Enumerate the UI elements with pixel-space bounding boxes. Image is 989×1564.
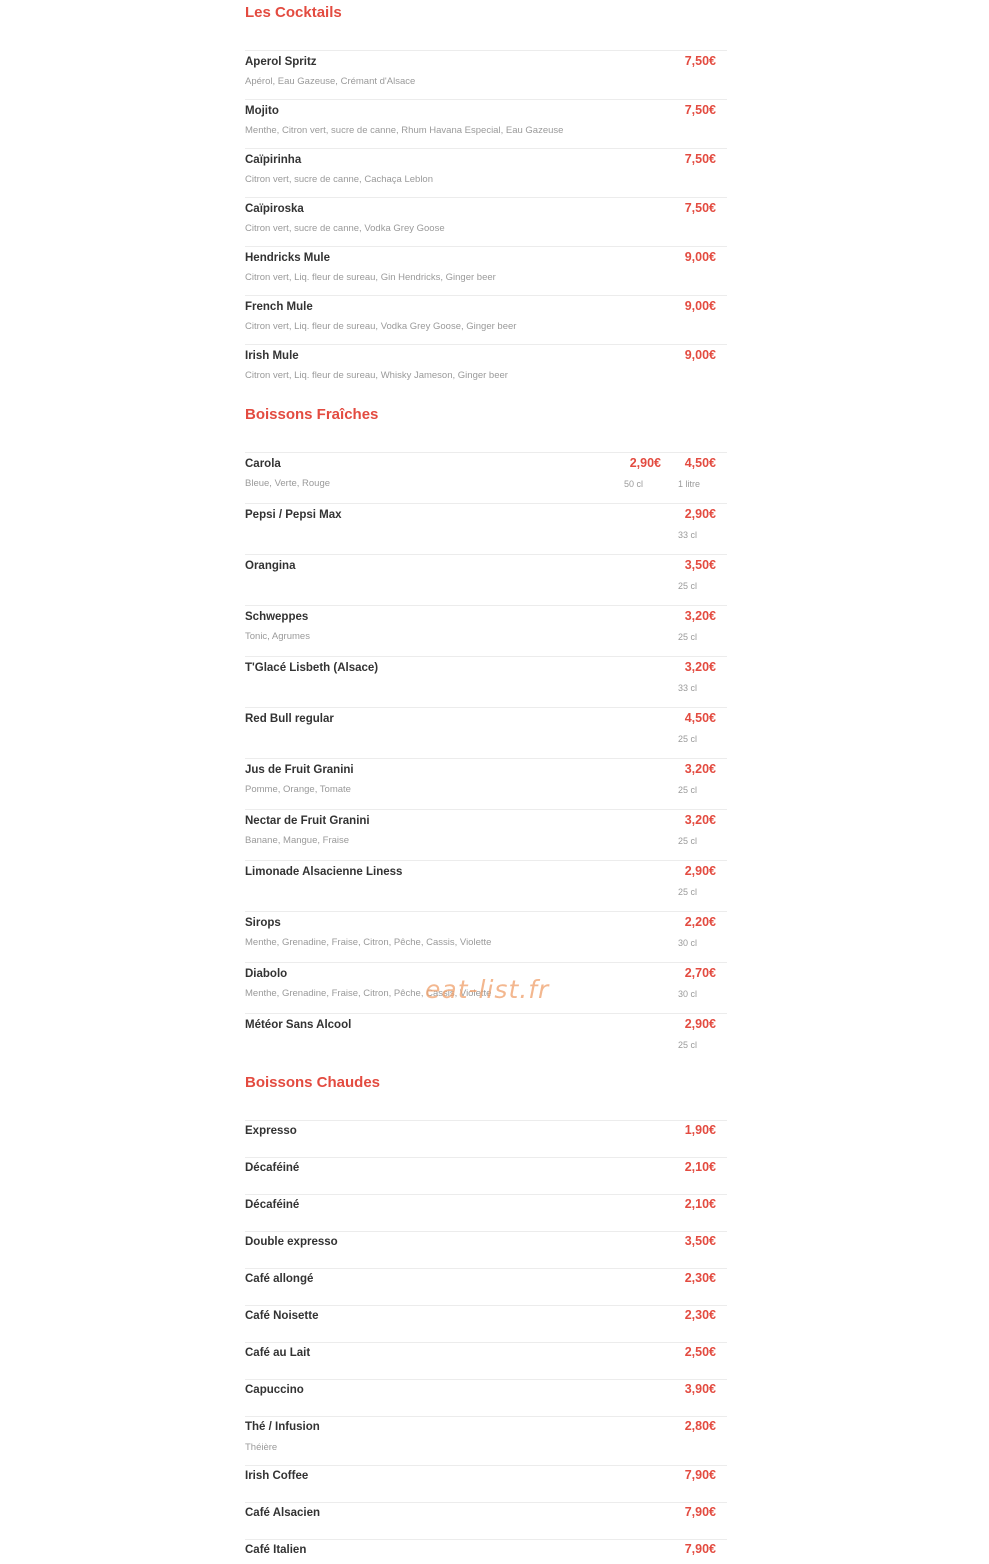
item-volume: 25 cl (678, 785, 698, 795)
item-price: 7,50€ (684, 54, 716, 68)
menu-item (245, 809, 727, 860)
item-name: Mojito (245, 105, 279, 117)
item-volume: 33 cl (678, 530, 698, 540)
section-title-fraiches: Boissons Fraîches (245, 406, 379, 423)
item-name: Irish Mule (245, 350, 299, 362)
menu-item (245, 1416, 727, 1465)
item-description: Citron vert, Liq. fleur de sureau, Gin Hendricks, Ginger beer (245, 272, 496, 283)
item-price: 2,30€ (684, 1271, 716, 1285)
item-price-large: 4,50€ (684, 456, 716, 470)
item-price: 3,50€ (684, 558, 716, 572)
section-cocktails (245, 3, 727, 23)
item-price: 7,50€ (684, 201, 716, 215)
item-name: Hendricks Mule (245, 252, 330, 264)
item-volume: 25 cl (678, 836, 698, 846)
watermark: eat-list.fr (425, 975, 550, 1004)
item-price: 3,20€ (684, 762, 716, 776)
item-price: 4,50€ (684, 711, 716, 725)
menu-item (245, 1157, 727, 1194)
menu-item (245, 1268, 727, 1305)
item-description: Banane, Mangue, Fraise (245, 835, 350, 846)
item-name: T'Glacé Lisbeth (Alsace) (245, 662, 379, 674)
item-price: 3,50€ (684, 1234, 716, 1248)
item-price: 7,50€ (684, 103, 716, 117)
item-name: Red Bull regular (245, 713, 334, 725)
item-name: Capuccino (245, 1384, 304, 1396)
item-name: Café Alsacien (245, 1507, 320, 1519)
menu-item (245, 1502, 727, 1539)
item-name: Expresso (245, 1125, 297, 1137)
item-name: Diabolo (245, 968, 288, 980)
item-volume: 30 cl (678, 989, 698, 999)
item-name: Nectar de Fruit Granini (245, 815, 370, 827)
chaudes-list (245, 1120, 727, 1564)
item-description: Menthe, Grenadine, Fraise, Citron, Pêche, Cassis, Violette (245, 988, 492, 999)
item-name: Café au Lait (245, 1347, 311, 1359)
cocktails-list (245, 50, 727, 393)
menu-item (245, 1379, 727, 1416)
item-name: Jus de Fruit Granini (245, 764, 354, 776)
item-volume-large: 1 litre (678, 479, 701, 489)
item-volume: 25 cl (678, 581, 698, 591)
item-description: Citron vert, sucre de canne, Vodka Grey Goose (245, 223, 445, 234)
menu-item (245, 344, 727, 393)
item-price: 2,10€ (684, 1197, 716, 1211)
item-price: 2,30€ (684, 1308, 716, 1322)
item-name: Schweppes (245, 611, 309, 623)
menu-item (245, 503, 727, 554)
item-description: Menthe, Citron vert, sucre de canne, Rhum Havana Especial, Eau Gazeuse (245, 125, 564, 136)
item-description: Théière (245, 1442, 278, 1453)
item-price: 7,90€ (684, 1542, 716, 1556)
menu-item (245, 295, 727, 344)
fraiches-list (245, 452, 727, 1064)
item-name: Orangina (245, 560, 296, 572)
menu-item (245, 1120, 727, 1157)
item-price: 7,90€ (684, 1505, 716, 1519)
item-description: Tonic, Agrumes (245, 631, 310, 642)
menu-item (245, 707, 727, 758)
item-name: Décaféiné (245, 1199, 300, 1211)
item-name: Carola (245, 458, 281, 470)
item-price: 2,90€ (684, 1017, 716, 1031)
item-price: 3,90€ (684, 1382, 716, 1396)
item-name: Météor Sans Alcool (245, 1019, 352, 1031)
item-price: 1,90€ (684, 1123, 716, 1137)
item-price: 7,90€ (684, 1468, 716, 1482)
item-price: 3,20€ (684, 813, 716, 827)
item-name: Caïpiroska (245, 203, 304, 215)
menu-item (245, 1539, 727, 1564)
item-price: 2,10€ (684, 1160, 716, 1174)
item-description: Menthe, Grenadine, Fraise, Citron, Pêche, Cassis, Violette (245, 937, 492, 948)
menu-item (245, 911, 727, 962)
item-description: Citron vert, Liq. fleur de sureau, Vodka Grey Goose, Ginger beer (245, 321, 517, 332)
item-name: French Mule (245, 301, 313, 313)
item-price: 2,80€ (684, 1419, 716, 1433)
item-price: 2,90€ (684, 864, 716, 878)
item-volume: 25 cl (678, 632, 698, 642)
item-price: 2,90€ (684, 507, 716, 521)
menu-item (245, 148, 727, 197)
item-name: Café Italien (245, 1544, 307, 1556)
item-name: Café allongé (245, 1273, 314, 1285)
item-volume: 25 cl (678, 1040, 698, 1050)
menu-item (245, 656, 727, 707)
menu-item (245, 1194, 727, 1231)
menu-item (245, 860, 727, 911)
section-title-cocktails: Les Cocktails (245, 4, 342, 21)
menu-item (245, 246, 727, 295)
item-description: Pomme, Orange, Tomate (245, 784, 351, 795)
menu-item (245, 1465, 727, 1502)
item-name: Aperol Spritz (245, 56, 317, 68)
section-boissons-chaudes (245, 1073, 727, 1093)
item-volume-small: 50 cl (624, 479, 644, 489)
section-boissons-fraiches (245, 405, 727, 425)
item-description: Bleue, Verte, Rouge (245, 478, 331, 489)
item-price: 2,50€ (684, 1345, 716, 1359)
item-price: 2,70€ (684, 966, 716, 980)
item-description: Citron vert, sucre de canne, Cachaça Leblon (245, 174, 433, 185)
item-name: Café Noisette (245, 1310, 319, 1322)
item-price: 2,20€ (684, 915, 716, 929)
item-name: Thé / Infusion (245, 1421, 320, 1433)
item-name: Double expresso (245, 1236, 338, 1248)
menu-item (245, 50, 727, 99)
menu-item (245, 605, 727, 656)
menu-item (245, 758, 727, 809)
section-title-chaudes: Boissons Chaudes (245, 1074, 381, 1091)
item-price: 3,20€ (684, 660, 716, 674)
menu-item (245, 99, 727, 148)
item-name: Sirops (245, 917, 281, 929)
item-description: Citron vert, Liq. fleur de sureau, Whisky Jameson, Ginger beer (245, 370, 508, 381)
item-price-small: 2,90€ (629, 456, 661, 470)
menu-item (245, 1231, 727, 1268)
item-price: 7,50€ (684, 152, 716, 166)
item-name: Pepsi / Pepsi Max (245, 509, 342, 521)
item-price: 9,00€ (684, 348, 716, 362)
menu-item (245, 197, 727, 246)
item-volume: 30 cl (678, 938, 698, 948)
menu-item (245, 1013, 727, 1064)
menu-item-carola (245, 452, 727, 503)
menu-item (245, 1342, 727, 1379)
item-volume: 25 cl (678, 887, 698, 897)
item-price: 3,20€ (684, 609, 716, 623)
menu-item (245, 1305, 727, 1342)
item-name: Irish Coffee (245, 1470, 309, 1482)
item-volume: 25 cl (678, 734, 698, 744)
item-description: Apérol, Eau Gazeuse, Crémant d'Alsace (245, 76, 416, 87)
item-name: Caïpirinha (245, 154, 302, 166)
item-price: 9,00€ (684, 299, 716, 313)
item-name: Limonade Alsacienne Liness (245, 866, 403, 878)
item-volume: 33 cl (678, 683, 698, 693)
item-price: 9,00€ (684, 250, 716, 264)
menu-item (245, 554, 727, 605)
item-name: Décaféiné (245, 1162, 300, 1174)
